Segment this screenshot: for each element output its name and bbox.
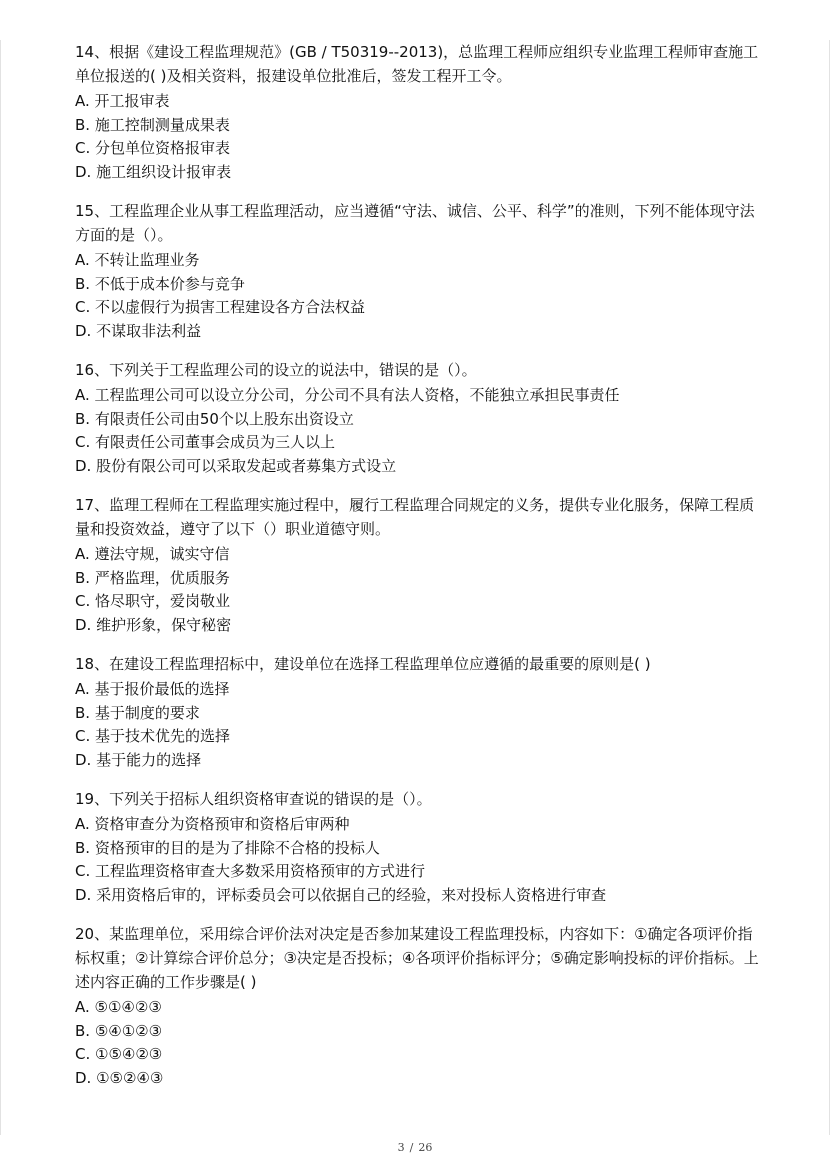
option-b: B. ⑤④①②③: [75, 1021, 163, 1040]
question-stem: 14、根据《建设工程监理规范》(GB / T50319--2013)，总监理工程师应组织专业监理工程师审查施工单位报送的( )及相关资料，报建设单位批准后，签发工程开工令。: [75, 43, 759, 85]
question-stem: 16、下列关于工程监理公司的设立的说法中，错误的是（）。: [75, 361, 477, 379]
option-a: A. 资格审查分为资格预审和资格后审两种: [75, 815, 350, 833]
question-stem: 18、在建设工程监理招标中，建设单位在选择工程监理单位应遵循的最重要的原则是( ): [75, 655, 651, 673]
option-c: C. 工程监理资格审查大多数采用资格预审的方式进行: [75, 862, 426, 880]
question-19: [75, 787, 765, 907]
option-b: B. 不低于成本价参与竞争: [75, 274, 245, 293]
question-stem: 19、下列关于招标人组织资格审查说的错误的是（）。: [75, 790, 432, 808]
option-d: D. 基于能力的选择: [75, 750, 202, 769]
option-a: A. 不转让监理业务: [75, 251, 200, 269]
option-c: C. 基于技术优先的选择: [75, 727, 231, 745]
option-c: C. 恪尽职守，爱岗敬业: [75, 592, 231, 610]
total-pages: 26: [418, 1141, 433, 1154]
option-d: D. ①⑤②④③: [75, 1068, 164, 1087]
option-c: C. 不以虚假行为损害工程建设各方合法权益: [75, 298, 366, 316]
question-list: [75, 40, 765, 1105]
question-stem: 15、工程监理企业从事工程监理活动，应当遵循“守法、诚信、公平、科学”的准则，下列不能体现守法方面的是（）。: [75, 202, 755, 244]
question-stem: 17、监理工程师在工程监理实施过程中，履行工程监理合同规定的义务，提供专业化服务，保障工程质量和投资效益，遵守了以下（）职业道德守则。: [75, 496, 755, 538]
option-d: D. 股份有限公司可以采取发起或者募集方式设立: [75, 456, 397, 475]
option-a: A. 基于报价最低的选择: [75, 680, 230, 698]
option-a: A. 开工报审表: [75, 92, 170, 110]
option-d: D. 施工组织设计报审表: [75, 162, 232, 181]
option-b: B. 施工控制测量成果表: [75, 115, 230, 134]
question-14: [75, 40, 765, 184]
option-b: B. 有限责任公司由50个以上股东出资设立: [75, 409, 354, 428]
question-20: [75, 922, 765, 1090]
page-left-edge: [0, 40, 1, 1135]
option-a: A. ⑤①④②③: [75, 998, 162, 1016]
option-d: D. 不谋取非法利益: [75, 321, 202, 340]
page-separator: /: [409, 1141, 414, 1154]
question-16: [75, 358, 765, 478]
question-17: [75, 493, 765, 637]
option-b: B. 基于制度的要求: [75, 703, 200, 722]
page-number-footer: [0, 1141, 830, 1154]
question-18: [75, 652, 765, 772]
option-d: D. 采用资格后审的，评标委员会可以依据自己的经验，来对投标人资格进行审查: [75, 885, 607, 904]
option-d: D. 维护形象，保守秘密: [75, 615, 232, 634]
question-stem: 20、某监理单位，采用综合评价法对决定是否参加某建设工程监理投标，内容如下：①确定各项评价指标权重；②计算综合评价总分；③决定是否投标；④各项评价指标评分；⑤确定影响投标的评价指标。上述内容正确的工作步骤是( ): [75, 925, 759, 991]
option-a: A. 工程监理公司可以设立分公司，分公司不具有法人资格，不能独立承担民事责任: [75, 386, 620, 404]
option-c: C. 分包单位资格报审表: [75, 139, 231, 157]
current-page: 3: [397, 1141, 405, 1154]
option-b: B. 严格监理，优质服务: [75, 568, 230, 587]
option-a: A. 遵法守规，诚实守信: [75, 545, 230, 563]
option-b: B. 资格预审的目的是为了排除不合格的投标人: [75, 838, 380, 857]
option-c: C. 有限责任公司董事会成员为三人以上: [75, 433, 336, 451]
question-15: [75, 199, 765, 343]
option-c: C. ①⑤④②③: [75, 1045, 163, 1063]
